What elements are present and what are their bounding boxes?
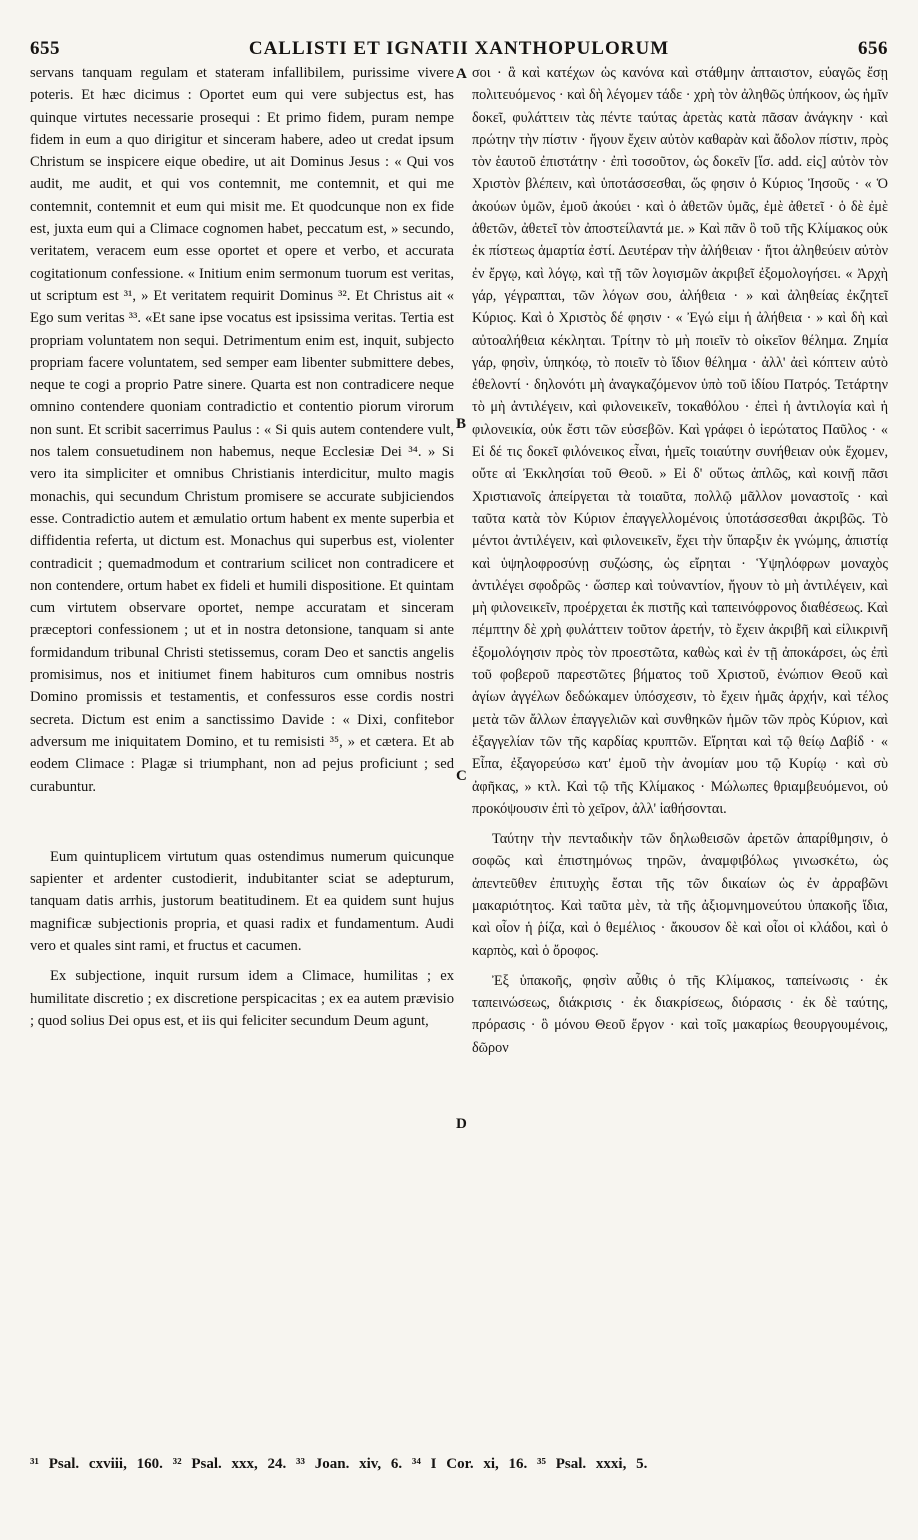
running-title: CALLISTI ET IGNATII XANTHOPULORUM: [248, 38, 670, 59]
greek-paragraph-1: σοι · ἃ καὶ κατέχων ὡς κανόνα καὶ στάθμην ἀπταιστον, εὐαγῶς ἔσῃ πολιτευόμενος · καὶ δὴ λέγομεν τάδε · χρὴ τὸν ἀληθῶς ὑπήκοον, ὡς ἡμῖν δοκεῖ, φυλάττειν τὰς πέντε ταύτας ἀρετὰς κατὰ πᾶσαν ἀνάγκην · καὶ πρώτην τὴν πίστιν · ἤγουν ἔχειν αὐτὸν καθαρὰν καὶ ἄδολον πίστιν, πρὸς τὸν ἑαυτοῦ ἐπιστάτην · ἐπὶ τοσοῦτον, ὡς δοκεῖν [ἴσ. add. εἰς] αὐτὸν τὸν Χριστὸν βλέπειν, καὶ ὑποτάσσεσθαι, ὥς φησιν ὁ Κύριος Ἰησοῦς · « Ὁ ἀκούων ὑμῶν, ἐμοῦ ἀκούει · καὶ ὁ ἀθετῶν ὑμᾶς, ἐμὲ ἀθετεῖ · ὁ δὲ ἐμὲ ἀθετῶν, ἀθετεῖ τὸν ἀποστείλαντά με. » Καὶ πᾶν ὃ τοῦ τῆς Κλίμακος οὐκ ἐκ πίστεως ἁμαρτία ἐστί. Δευτέραν τὴν ἀλήθειαν · ἤτοι ἀληθεύειν αὐτὸν ἐν ἔργῳ, καὶ λόγῳ, καὶ τῇ τῶν λογισμῶν ἀκριβεῖ ἐξομολογήσει. « Ἀρχὴ γάρ, γέγραπται, τῶν λόγων σου, ἀλήθεια · » καὶ ἀληθείας ἐκζητεῖ Κύριος. Καὶ ὁ Χριστὸς δέ φησιν · « Ἐγώ εἰμι ἡ ἀλήθεια · » καὶ δὴ καὶ αὐτοαλήθεια κέκληται. Τρίτην τὸ μὴ ποιεῖν τὸ οἰκεῖον θέλημα. Ζημία γάρ, φησὶν, ὑπηκόῳ, τὸ ποιεῖν τὸ ἴδιον θέλημα · ἀλλ' ἀεὶ κόπτειν αὐτὸ ἐθελοντί · δηλονότι μὴ ἀναγκαζόμενον ὑπὸ τοῦ ἰδίου Πατρός. Τετάρτην τὸ μὴ ἀντιλέγειν, καὶ φιλονεικεῖν, τοκαθόλου · ἐπεὶ ἡ ἀντιλογία καὶ ἡ φιλονεικία, οὐκ ἔστι τῶν εὐσεβῶν. Καὶ γράφει ὁ ἱερώτατος Παῦλος · « Εἰ δέ τις δοκεῖ φιλόνεικος εἶναι, ἡμεῖς τοιαύτην συνήθειαν οὐκ ἔχομεν, οὔτε αἱ Ἐκκλησίαι τοῦ Θεοῦ. » Εἰ δ' οὕτως ἁπλῶς, καὶ κοινῇ πᾶσι Χριστιανοῖς ἀπείργεται τὰ τοιαῦτα, πολλῷ μᾶλλον μοναστοῖς · καὶ ταῦτα κατὰ τὸν Κύριον ἐπαγγελλομένοις ὑποτάσσεσθαι ἀκριβῶς. Τὸ μέντοι ἀντιλέγειν, καὶ φιλονεικεῖν, ἔχει τὴν ὕπαρξιν ἐκ γνώμης, ἀπιστίᾳ καὶ ὑψηλοφροσύνῃ συζώσης, ὡς εἴρηται · Ὑψηλόφρων μοναχὸς ἀντιλέγει σφοδρῶς · ὥσπερ καὶ τοὐναντίον, ἤγουν τὸ μὴ ἀντιλέγειν, καὶ μὴ φιλονεικεῖν, προέρχεται ἐκ πιστῆς καὶ ταπεινόφρονος διαθέσεως. Καὶ πέμπτην δὲ χρὴ φυλάττειν τοῦτον ἀρετήν, τὸ ἔχειν ἀκριβῆ καὶ εἰλικρινῆ ἐξομολόγησιν πρὸς τὸν προεστῶτα, καθὼς καὶ ἐν τῇ ἀποκάρσει, ὡς ἐπὶ τοῦ φοβεροῦ παρεστῶτες βήματος τοῦ Χριστοῦ, ἐνώπιον Θεοῦ καὶ ἁγίων ἀγγέλων δεδώκαμεν ὑπόσχεσιν, τὸ ἔχειν ἡμᾶς ἀρχήν, καὶ τέλος μετὰ τῶν ἄλλων ἐπαγγελιῶν καὶ συνθηκῶν ἡμῶν τῶν πρὸς Κύριον, καὶ ἐξαγγελίαν τῶν τῆς καρδίας κρυπτῶν. Εἴρηται καὶ τῷ θείῳ Δαβίδ · « Εἶπα, ἐξαγορεύσω κατ' ἐμοῦ τὴν ἀνομίαν μου τῷ Κυρίῳ · καὶ σὺ ἀφῆκας, » κτλ. Καὶ τῷ τῆς Κλίμακος · Μώλωπες θριαμβευόμενοι, οὐ προκόψουσιν ἐπὶ τὸ χεῖρον, ἀλλ' ἰαθήσονται.: [472, 65, 888, 817]
page-header: [30, 34, 888, 64]
greek-paragraph-3: Ἐξ ὑπακοῆς, φησὶν αὖθις ὁ τῆς Κλίμακος, ταπείνωσις · ἐκ ταπεινώσεως, διάκρισις · ἐκ διακρίσεως, διόρασις · ἐκ δὲ ταύτης, πρόρασις · ὃ μόνου Θεοῦ ἔργον · καὶ τοῖς μακαρίως θεουργουμένοις, δῶρον: [472, 972, 888, 1056]
footnotes: ³¹ Psal. cxviii, 160. ³² Psal. xxx, 24. ³³ Joan. xiv, 6. ³⁴ I Cor. xi, 16. ³⁵ Psal. xxxi, 5.: [30, 1456, 648, 1472]
margin-marker-c: C: [456, 768, 467, 784]
latin-column: [30, 62, 454, 1032]
latin-paragraph-3: Ex subjectione, inquit rursum idem a Climace, humilitas ; ex humilitate discretio ; ex discretione perspicacitas ; ex ea autem prævisio ; quod solius Dei opus est, et iis qui feliciter secundum Deum agunt,: [30, 968, 454, 1029]
greek-column: [472, 62, 888, 1059]
margin-marker-b: B: [456, 416, 467, 432]
right-page-number: 656: [857, 38, 888, 59]
greek-paragraph-2: Ταύτην τὴν πενταδικὴν τῶν δηλωθεισῶν ἀρετῶν ἀπαρίθμησιν, ὁ σοφῶς καὶ ἐπιστημόνως τηρῶν, ἀναμφιβόλως γινωσκέτω, ὡς ἀπεντεῦθεν ἐπιτυχὴς ἔσται τῆς τῶν δικαίων ὡς ἐν ἀρραβῶνι μακαριότητος. Καὶ ταῦτα μὲν, τὰ τῆς ἀξιομνημονεύτου ὑπακοῆς ἴδια, καὶ οἷον ἡ ῥίζα, καὶ ὁ θεμέλιος · ἄκουσον δὲ καὶ οἷοι οἱ κλάδοι, καὶ ὁ καρπὸς, καὶ ὁ ὄροφος.: [472, 831, 888, 959]
margin-marker-a: A: [456, 66, 467, 82]
left-page-number: 655: [30, 38, 60, 59]
latin-paragraph-2: Eum quintuplicem virtutum quas ostendimus numerum quicunque sapienter et ardenter custodierit, indubitanter sciat se adepturum, tanquam datis arrhis, justorum beatitudinem. Et ea quidem sunt hujus magnificæ subjectionis propria, et quasi radix et fundamentum. Audi vero et quales sint rami, et fructus et cacumen.: [30, 848, 454, 954]
margin-marker-d: D: [456, 1116, 467, 1132]
latin-paragraph-1: servans tanquam regulam et stateram infallibilem, purissime vivere poteris. Et hæc dicimus : Oportet eum qui vere subjectus est, has quinque virtutes necessarie prosequi : Et primo fidem, puram nempe fidem in eum a quo dirigitur et sinceram habere, adeo ut credat ipsum Christum se inspicere eique obedire, ut ait Dominus Jesus : « Qui vos audit, me audit, et qui vos contemnit, me contemnit, et qui me contemnit, contemnit et eum qui misit me. Et quodcunque non ex fide est, juxta eum qui a Climace cognomen habet, peccatum est, » secundo, veritatem, veracem eum esse oportet et opere et verbo, et accurata cogitationum confessione. « Initium enim sermonum tuorum est veritas, ut scriptum est ³¹, » Et veritatem requirit Dominus ³². Et Christus ait « Ego sum veritas ³³. «Et sane ipse vocatus est ipsissima veritas. Tertia est propriam voluntatem non sequi. Detrimentum enim est, inquit, subjecto propriam facere voluntatem, sed semper eam libenter submittere debes, neque te cogi a proprio Patre sinere. Quarta est non contradicere neque omnino contendere quoniam contradictio et contentio piorum virorum non sunt. Et scribit sacerrimus Paulus : « Si quis autem contendere vult, nos talem consuetudinem non habemus, neque Ecclesiæ Dei ³⁴. » Si vero ita simpliciter et omnibus Christianis interdicitur, multo magis monachis, qui secundum Christum promisere se accurate subjiciendos esse. Contradictio autem et æmulatio ortum habent ex mente superbia et diffidentia referta, ut dictum est. Monachus qui superbus est, violenter contradicit ; quemadmodum et contrarium scilicet non contradicere et non contendere, ortum habet ex fideli et humili dispositione. Et quintam cum virtutem observare oportet, nempe accuratam et sinceram præceptori confessionem ; ut et in nostra detonsione, tanquam si ante formidandum tribunal Christi stetissemus, coram Deo et sanctis angelis promisimus, nos et initiumet finem habituros cum omnibus nostris Domino promissis et testamentis, et confessuros esse cordis nostri secreta. Dictum est enim a sanctissimo Davide : « Dixi, confitebor adversum me iniquitatem Domino, et tu remisisti ³⁵, » et cætera. Et ab eodem Climace : Plagæ si triumphant, non ad pejus proficiunt ; sed curabuntur.: [30, 65, 454, 795]
